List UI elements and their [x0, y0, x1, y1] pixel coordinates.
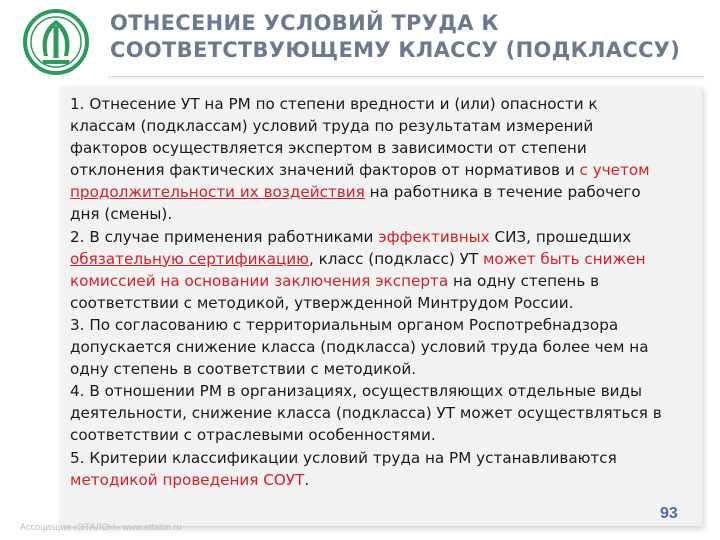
- p4-line-1: 4. В отношении РМ в организациях, осуществляющих отдельные виды: [70, 382, 643, 401]
- p3-line-1: 3. По согласованию с территориальным органом Роспотребнадзора: [70, 315, 619, 334]
- p2-emphasis-2: обязательную сертификацию: [70, 249, 309, 268]
- title-line-2: СООТВЕТСТВУЮЩЕМУ КЛАССУ (ПОДКЛАССУ): [110, 38, 681, 62]
- association-logo-icon: [22, 8, 90, 76]
- p2-line-3: [70, 270, 702, 292]
- title-line-1: ОТНЕСЕНИЕ УСЛОВИЙ ТРУДА К: [110, 11, 499, 35]
- page-number: 93: [660, 505, 678, 522]
- page-title: [110, 10, 710, 64]
- p2-emphasis-1: эффективных: [378, 227, 490, 246]
- p5-emphasis-1: методикой проведения СОУТ: [70, 470, 305, 489]
- p2-line-1-text: 2. В случае применения работниками: [70, 227, 379, 246]
- content-text: [70, 93, 702, 491]
- p2-line-4: соответствии с методикой, утвержденной Минтрудом России.: [70, 293, 574, 312]
- p1-line-4-text: отклонения фактических значений факторов от нормативов и: [70, 161, 580, 180]
- p1-line-5: [70, 181, 702, 203]
- p2-line-1: [70, 226, 702, 248]
- title-divider-shadow: [108, 77, 704, 81]
- p2-emphasis-3: может быть снижен: [482, 249, 646, 268]
- footer-text: Ассоциация «ЭТАЛОН» www.ettalon.ru: [20, 522, 182, 532]
- p1-line-2: классам (подклассам) условий труда по результатам измерений: [70, 117, 594, 136]
- p2-line-2: [70, 248, 702, 270]
- p2-line-1-tail: СИЗ, прошедших: [489, 227, 632, 246]
- p1-line-3: факторов осуществляется экспертом в зависимости от степени: [70, 139, 587, 158]
- p2-line-2-text: , класс (подкласс) УТ: [308, 249, 483, 268]
- p3-line-2: допускается снижение класса (подкласса) условий труда более чем на: [70, 338, 649, 357]
- p3-line-3: одну степень в соответствии с методикой.: [70, 360, 417, 379]
- p4-line-2: деятельности, снижение класса (подкласса) УТ может осуществляться в: [70, 404, 662, 423]
- p5-line-2: [70, 469, 702, 491]
- p2-line-3-text: на одну степень в: [448, 271, 600, 290]
- p1-emphasis-2: продолжительности их воздействия: [70, 183, 365, 202]
- p1-line-5-text: на работника в течение рабочего: [364, 183, 641, 202]
- p5-line-1: 5. Критерии классификации условий труда на РМ устанавливаются: [70, 448, 617, 467]
- p2-emphasis-4: комиссией на основании заключения эксперта: [70, 271, 449, 290]
- p1-emphasis-1: с учетом: [579, 161, 650, 180]
- p1-line-4: [70, 159, 702, 181]
- p1-line-6: дня (смены).: [70, 205, 173, 224]
- p5-line-2-tail: .: [304, 470, 310, 489]
- p4-line-3: соответствии с отраслевыми особенностями.: [70, 426, 436, 445]
- p1-line-1: 1. Отнесение УТ на РМ по степени вредности и (или) опасности к: [70, 95, 598, 113]
